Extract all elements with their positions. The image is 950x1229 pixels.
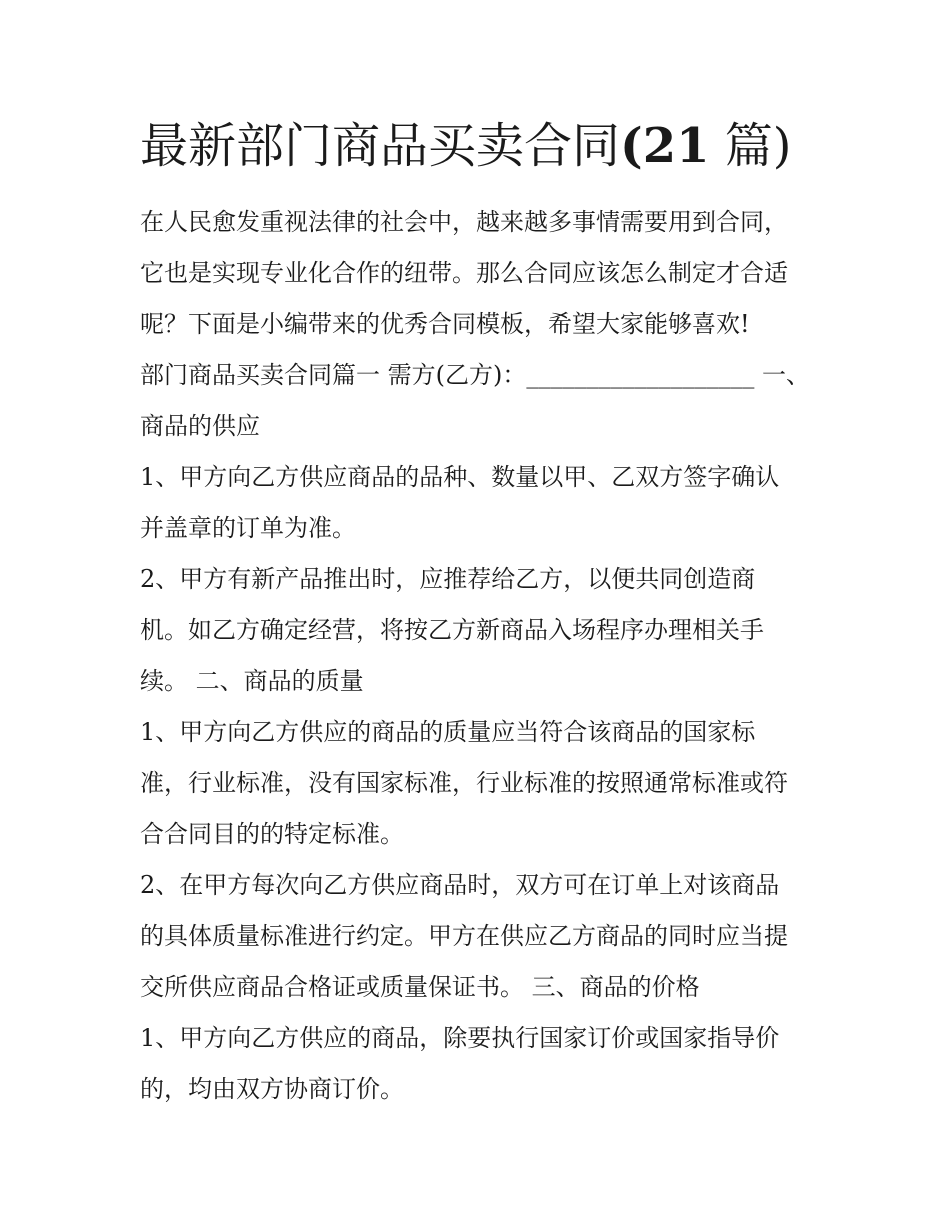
text-line: 1、甲方向乙方供应的商品的质量应当符合该商品的国家标 [140,718,756,746]
text-line: 续。 二、商品的质量 [140,667,364,695]
text-line: 1、甲方向乙方供应商品的品种、数量以甲、乙双方签字确认 [140,463,780,491]
document-title [140,114,792,178]
title-number: (21 [620,118,710,174]
text-line: 的，均由双方协商订价。 [140,1075,404,1103]
text-line: 商品的供应 [140,412,260,440]
text-line: 2、在甲方每次向乙方供应商品时，双方可在订单上对该商品 [140,871,780,899]
document-body [140,197,820,1115]
text-line: 并盖章的订单为准。 [140,514,356,542]
text-line: 在人民愈发重视法律的社会中，越来越多事情需要用到合同， [140,208,788,236]
text-line: 1、甲方向乙方供应的商品，除要执行国家订价或国家指导价 [140,1024,780,1052]
text-line: 的具体质量标准进行约定。甲方在供应乙方商品的同时应当提 [140,922,788,950]
title-prefix: 最新部门商品买卖合同 [140,118,621,174]
text-line: 准，行业标准，没有国家标准，行业标准的按照通常标准或符 [140,769,788,797]
text-line: 2、甲方有新产品推出时，应推荐给乙方，以便共同创造商 [140,565,756,593]
text-line: 它也是实现专业化合作的纽带。那么合同应该怎么制定才合适 [140,259,788,287]
text-line: 部门商品买卖合同篇一 需方(乙方)：___________________ 一、 [140,361,810,389]
title-suffix: 篇) [724,118,792,174]
text-line: 机。如乙方确定经营，将按乙方新商品入场程序办理相关手 [140,616,764,644]
text-line: 呢？下面是小编带来的优秀合同模板，希望大家能够喜欢! [140,310,750,338]
text-line: 合合同目的的特定标准。 [140,820,404,848]
text-line: 交所供应商品合格证或质量保证书。 三、商品的价格 [140,973,700,1001]
